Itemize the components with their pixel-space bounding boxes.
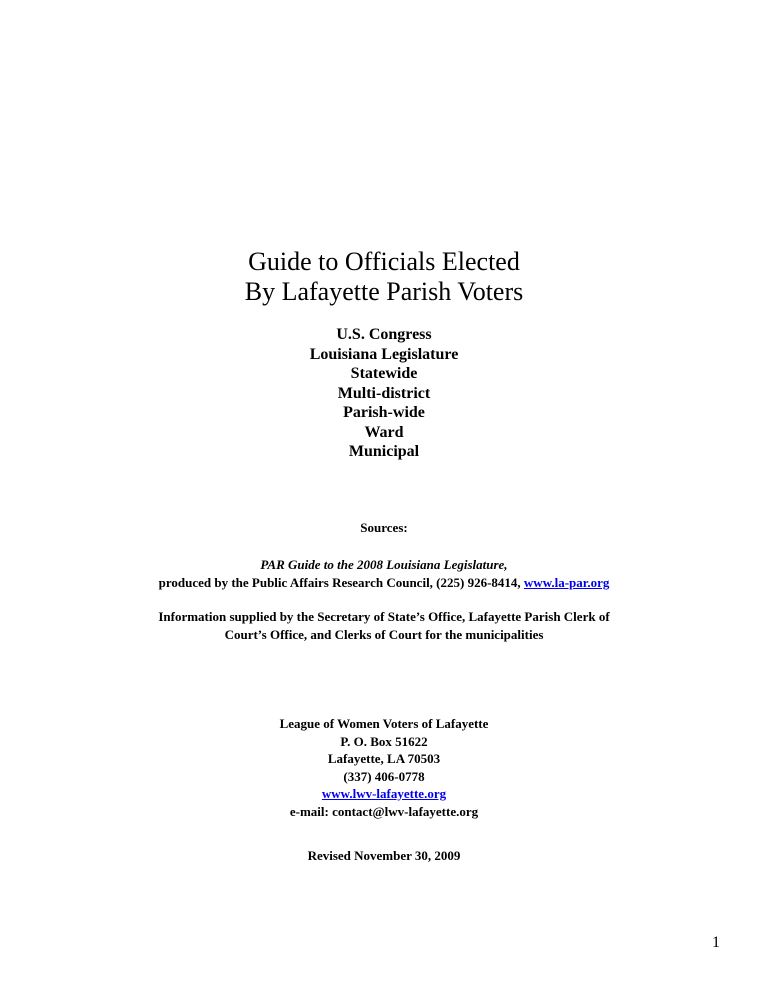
title-line-1: Guide to Officials Elected	[248, 247, 520, 276]
source-par-text: produced by the Public Affairs Research Council, (225) 926-8414,	[158, 575, 524, 590]
document-title	[0, 247, 768, 307]
source-par-title: PAR Guide to the 2008 Louisiana Legislature,	[260, 557, 508, 572]
contact-block	[0, 715, 768, 820]
revised-date: Revised November 30, 2009	[307, 848, 461, 863]
page-number: 1	[712, 934, 720, 951]
org-name: League of Women Voters of Lafayette	[279, 716, 489, 731]
category-item: U.S. Congress	[336, 326, 432, 343]
phone-number: (337) 406-0778	[343, 768, 425, 784]
email-address: e-mail: contact@lwv-lafayette.org	[289, 803, 479, 819]
category-item: Ward	[364, 423, 404, 441]
par-website-link[interactable]: www.la-par.org	[523, 575, 610, 590]
source-sos-line-2: Court’s Office, and Clerks of Court for the municipalities	[224, 627, 544, 642]
category-item: Parish-wide	[343, 404, 425, 421]
source-par-guide	[0, 556, 768, 592]
category-item: Louisiana Legislature	[309, 345, 459, 363]
source-par-line	[0, 574, 768, 592]
category-item: Multi-district	[337, 384, 431, 402]
po-box: P. O. Box 51622	[340, 733, 428, 749]
category-item: Municipal	[348, 443, 420, 460]
category-item: Statewide	[350, 365, 418, 382]
lwv-website-link[interactable]: www.lwv-lafayette.org	[321, 786, 447, 801]
source-sos-line-1: Information supplied by the Secretary of State’s Office, Lafayette Parish Clerk of	[158, 609, 610, 624]
source-secretary-of-state	[0, 608, 768, 644]
title-line-2: By Lafayette Parish Voters	[244, 277, 524, 306]
category-list	[0, 325, 768, 462]
sources-heading: Sources:	[360, 520, 408, 535]
city-state-zip: Lafayette, LA 70503	[327, 751, 441, 766]
